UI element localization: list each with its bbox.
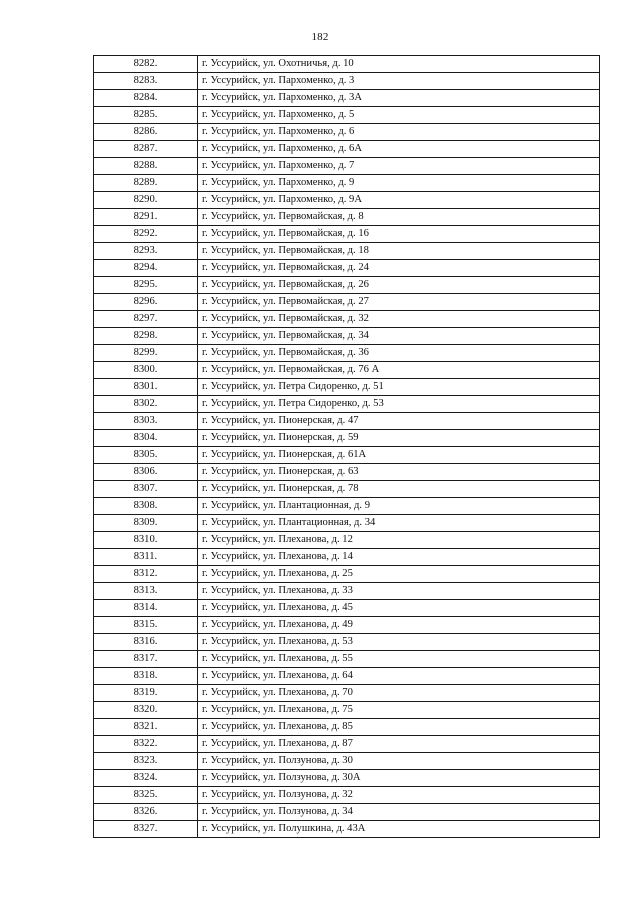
address-cell: г. Уссурийск, ул. Первомайская, д. 26	[198, 277, 600, 294]
address-cell: г. Уссурийск, ул. Плеханова, д. 64	[198, 668, 600, 685]
table-row	[94, 583, 600, 600]
row-number-cell: 8299.	[94, 345, 198, 362]
row-number-cell: 8309.	[94, 515, 198, 532]
address-cell: г. Уссурийск, ул. Плантационная, д. 9	[198, 498, 600, 515]
address-cell: г. Уссурийск, ул. Первомайская, д. 24	[198, 260, 600, 277]
address-cell: г. Уссурийск, ул. Ползунова, д. 30А	[198, 770, 600, 787]
table-row	[94, 226, 600, 243]
row-number-cell: 8320.	[94, 702, 198, 719]
address-cell: г. Уссурийск, ул. Плеханова, д. 53	[198, 634, 600, 651]
table-row	[94, 379, 600, 396]
address-cell: г. Уссурийск, ул. Плеханова, д. 45	[198, 600, 600, 617]
row-number-cell: 8287.	[94, 141, 198, 158]
row-number-cell: 8286.	[94, 124, 198, 141]
table-row	[94, 260, 600, 277]
address-cell: г. Уссурийск, ул. Пархоменко, д. 5	[198, 107, 600, 124]
table-row	[94, 209, 600, 226]
row-number-cell: 8323.	[94, 753, 198, 770]
address-cell: г. Уссурийск, ул. Плеханова, д. 25	[198, 566, 600, 583]
row-number-cell: 8306.	[94, 464, 198, 481]
address-cell: г. Уссурийск, ул. Первомайская, д. 76 А	[198, 362, 600, 379]
row-number-cell: 8305.	[94, 447, 198, 464]
address-cell: г. Уссурийск, ул. Пархоменко, д. 7	[198, 158, 600, 175]
row-number-cell: 8295.	[94, 277, 198, 294]
address-cell: г. Уссурийск, ул. Плеханова, д. 49	[198, 617, 600, 634]
table-row	[94, 430, 600, 447]
table-row	[94, 362, 600, 379]
address-cell: г. Уссурийск, ул. Первомайская, д. 34	[198, 328, 600, 345]
row-number-cell: 8314.	[94, 600, 198, 617]
table-row	[94, 634, 600, 651]
address-cell: г. Уссурийск, ул. Пионерская, д. 59	[198, 430, 600, 447]
address-cell: г. Уссурийск, ул. Пархоменко, д. 9	[198, 175, 600, 192]
address-cell: г. Уссурийск, ул. Пархоменко, д. 3	[198, 73, 600, 90]
row-number-cell: 8289.	[94, 175, 198, 192]
row-number-cell: 8304.	[94, 430, 198, 447]
table-row	[94, 158, 600, 175]
address-cell: г. Уссурийск, ул. Ползунова, д. 30	[198, 753, 600, 770]
row-number-cell: 8302.	[94, 396, 198, 413]
address-cell: г. Уссурийск, ул. Пархоменко, д. 6	[198, 124, 600, 141]
table-row	[94, 821, 600, 838]
table-row	[94, 124, 600, 141]
table-row	[94, 447, 600, 464]
row-number-cell: 8294.	[94, 260, 198, 277]
table-row	[94, 413, 600, 430]
address-cell: г. Уссурийск, ул. Плантационная, д. 34	[198, 515, 600, 532]
address-cell: г. Уссурийск, ул. Плеханова, д. 55	[198, 651, 600, 668]
table-row	[94, 141, 600, 158]
row-number-cell: 8324.	[94, 770, 198, 787]
address-cell: г. Уссурийск, ул. Плеханова, д. 33	[198, 583, 600, 600]
row-number-cell: 8315.	[94, 617, 198, 634]
row-number-cell: 8312.	[94, 566, 198, 583]
table-row	[94, 549, 600, 566]
address-cell: г. Уссурийск, ул. Ползунова, д. 32	[198, 787, 600, 804]
row-number-cell: 8296.	[94, 294, 198, 311]
table-row	[94, 345, 600, 362]
table-row	[94, 107, 600, 124]
address-cell: г. Уссурийск, ул. Плеханова, д. 14	[198, 549, 600, 566]
address-cell: г. Уссурийск, ул. Пионерская, д. 47	[198, 413, 600, 430]
address-cell: г. Уссурийск, ул. Первомайская, д. 8	[198, 209, 600, 226]
row-number-cell: 8310.	[94, 532, 198, 549]
address-cell: г. Уссурийск, ул. Ползунова, д. 34	[198, 804, 600, 821]
row-number-cell: 8282.	[94, 56, 198, 73]
address-cell: г. Уссурийск, ул. Плеханова, д. 70	[198, 685, 600, 702]
table-row	[94, 651, 600, 668]
table-row	[94, 294, 600, 311]
address-cell: г. Уссурийск, ул. Первомайская, д. 36	[198, 345, 600, 362]
row-number-cell: 8308.	[94, 498, 198, 515]
address-cell: г. Уссурийск, ул. Пионерская, д. 63	[198, 464, 600, 481]
row-number-cell: 8291.	[94, 209, 198, 226]
row-number-cell: 8298.	[94, 328, 198, 345]
address-cell: г. Уссурийск, ул. Плеханова, д. 75	[198, 702, 600, 719]
address-cell: г. Уссурийск, ул. Охотничья, д. 10	[198, 56, 600, 73]
address-cell: г. Уссурийск, ул. Плеханова, д. 12	[198, 532, 600, 549]
table-row	[94, 617, 600, 634]
page-number: 182	[311, 31, 329, 43]
table-row	[94, 311, 600, 328]
row-number-cell: 8303.	[94, 413, 198, 430]
row-number-cell: 8292.	[94, 226, 198, 243]
row-number-cell: 8283.	[94, 73, 198, 90]
address-cell: г. Уссурийск, ул. Пионерская, д. 61А	[198, 447, 600, 464]
row-number-cell: 8321.	[94, 719, 198, 736]
address-cell: г. Уссурийск, ул. Первомайская, д. 16	[198, 226, 600, 243]
row-number-cell: 8326.	[94, 804, 198, 821]
row-number-cell: 8284.	[94, 90, 198, 107]
address-table-body	[94, 56, 600, 838]
table-row	[94, 566, 600, 583]
address-cell: г. Уссурийск, ул. Плеханова, д. 87	[198, 736, 600, 753]
table-row	[94, 277, 600, 294]
address-cell: г. Уссурийск, ул. Пархоменко, д. 6А	[198, 141, 600, 158]
row-number-cell: 8322.	[94, 736, 198, 753]
address-cell: г. Уссурийск, ул. Петра Сидоренко, д. 51	[198, 379, 600, 396]
row-number-cell: 8307.	[94, 481, 198, 498]
address-cell: г. Уссурийск, ул. Первомайская, д. 18	[198, 243, 600, 260]
row-number-cell: 8319.	[94, 685, 198, 702]
row-number-cell: 8318.	[94, 668, 198, 685]
row-number-cell: 8290.	[94, 192, 198, 209]
row-number-cell: 8317.	[94, 651, 198, 668]
table-row	[94, 600, 600, 617]
table-row	[94, 804, 600, 821]
table-row	[94, 668, 600, 685]
table-row	[94, 787, 600, 804]
row-number-cell: 8316.	[94, 634, 198, 651]
table-row	[94, 481, 600, 498]
address-cell: г. Уссурийск, ул. Петра Сидоренко, д. 53	[198, 396, 600, 413]
table-row	[94, 719, 600, 736]
address-table	[93, 55, 600, 838]
table-row	[94, 328, 600, 345]
table-row	[94, 498, 600, 515]
table-row	[94, 736, 600, 753]
table-row	[94, 90, 600, 107]
table-row	[94, 192, 600, 209]
table-row	[94, 515, 600, 532]
row-number-cell: 8311.	[94, 549, 198, 566]
table-row	[94, 396, 600, 413]
row-number-cell: 8327.	[94, 821, 198, 838]
address-cell: г. Уссурийск, ул. Пионерская, д. 78	[198, 481, 600, 498]
table-row	[94, 464, 600, 481]
table-row	[94, 753, 600, 770]
table-row	[94, 73, 600, 90]
row-number-cell: 8313.	[94, 583, 198, 600]
address-cell: г. Уссурийск, ул. Полушкина, д. 43А	[198, 821, 600, 838]
row-number-cell: 8293.	[94, 243, 198, 260]
row-number-cell: 8325.	[94, 787, 198, 804]
table-row	[94, 175, 600, 192]
row-number-cell: 8297.	[94, 311, 198, 328]
row-number-cell: 8288.	[94, 158, 198, 175]
address-cell: г. Уссурийск, ул. Пархоменко, д. 9А	[198, 192, 600, 209]
table-row	[94, 685, 600, 702]
row-number-cell: 8301.	[94, 379, 198, 396]
table-row	[94, 243, 600, 260]
address-cell: г. Уссурийск, ул. Плеханова, д. 85	[198, 719, 600, 736]
table-row	[94, 532, 600, 549]
row-number-cell: 8300.	[94, 362, 198, 379]
table-row	[94, 56, 600, 73]
row-number-cell: 8285.	[94, 107, 198, 124]
address-cell: г. Уссурийск, ул. Первомайская, д. 27	[198, 294, 600, 311]
address-cell: г. Уссурийск, ул. Пархоменко, д. 3А	[198, 90, 600, 107]
table-row	[94, 770, 600, 787]
address-cell: г. Уссурийск, ул. Первомайская, д. 32	[198, 311, 600, 328]
table-row	[94, 702, 600, 719]
